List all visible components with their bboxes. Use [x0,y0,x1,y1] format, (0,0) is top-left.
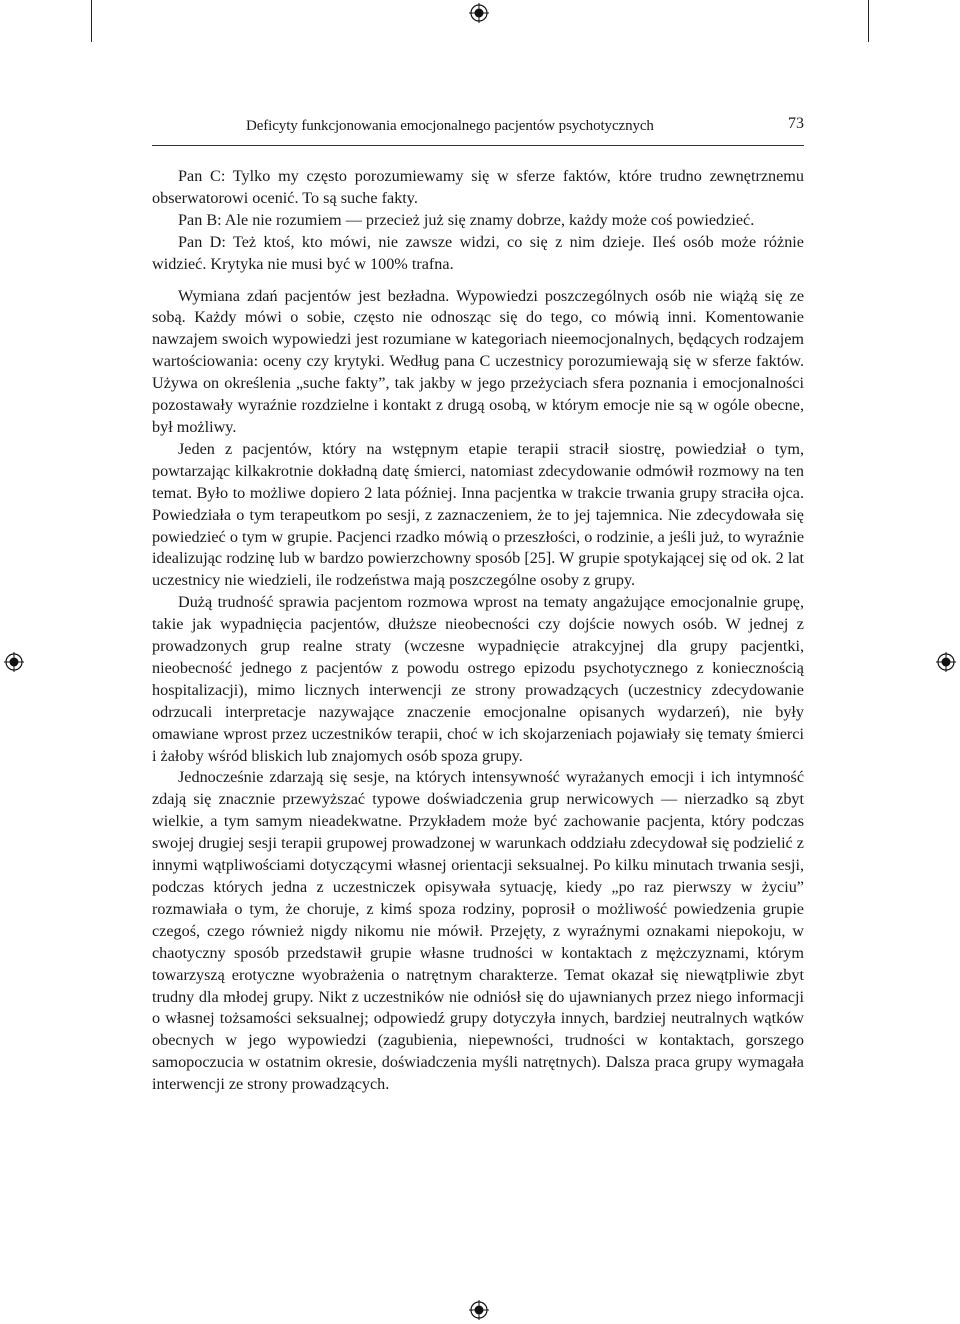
page-number: 73 [788,115,804,132]
paragraph: Wymiana zdań pacjentów jest bezładna. Wypowiedzi poszczególnych osób nie wiążą się ze sobą. Każdy mówi o sobie, często nie odnosząc się do tego, co mówią inni. Komentowanie nawzajem swoich wypowiedzi jest rozumiane w kategoriach nieemocjonalnych, będących rodzajem wartościowania: oceny czy krytyki. Według pana C uczestnicy porozumiewają się w sferze faktów. Używa on określenia „suche fakty”, tak jakby w jego przeżyciach sfera poznania i emocjonalności pozostawały wyraźnie rozdzielne i kontakt z drugą osobą, w którym emocje nie są w ogóle obecne, był możliwy. [152,286,804,436]
registration-mark-bottom-icon [469,1300,489,1320]
paragraph: Pan D: Też ktoś, kto mówi, nie zawsze widzi, co się z nim dzieje. Ileś osób może różnie widzieć. Krytyka nie musi być w 100% trafna. [152,232,804,273]
header-rule [152,145,804,146]
registration-mark-top-icon [469,3,489,23]
page-header [152,112,804,144]
paragraph: Dużą trudność sprawia pacjentom rozmowa wprost na tematy angażujące emocjonalnie grupę, takie jak wypadnięcia pacjentów, dłuższe nieobecności czy dojście nowych osób. W jednej z prowadzonych grup realne straty (wczesne wypadnięcie atrakcyjnej dla grupy pacjentki, nieobecność jednego z pacjentów z powodu ostrego epizodu psychotycznego z koniecznością hospitalizacji), mimo licznych interwencji ze strony prowadzących (uczestnicy zdecydowanie odrzucali interpretacje nazywające znaczenie emocjonalne opisanych wydarzeń), nie były omawiane wprost przez uczestników terapii, choć w ich skojarzeniach pojawiały się tematy śmierci i żałoby wśród bliskich lub znajomych osób spoza grupy. [152,593,804,765]
body-text [152,166,804,1096]
registration-mark-right-icon [936,652,956,672]
running-head: Deficyty funkcjonowania emocjonalnego pacjentów psychotycznych [246,118,654,134]
paragraph: Jeden z pacjentów, który na wstępnym etapie terapii stracił siostrę, powiedział o tym, powtarzając kilkakrotnie dokładną datę śmierci, natomiast zdecydowanie odmówił rozmowy na ten temat. Było to możliwe dopiero 2 lata później. Inna pacjentka w trakcie trwania grupy straciła ojca. Powiedziała o tym terapeutkom po sesji, z zaznaczeniem, że to jej tajemnica. Nie zdecydowała się powiedzieć o tym w grupie. Pacjenci rzadko mówią o przeszłości, o rodzinie, a jeśli już, to wyraźnie idealizując rodzinę lub w bardzo powierzchowny sposób [25]. W grupie spotykającej się od ok. 2 lat uczestnicy nie wiedzieli, ile rodzeństwa mają poszczególne osoby z grupy. [152,439,804,590]
paragraph: Jednocześnie zdarzają się sesje, na których intensywność wyrażanych emocji i ich intymność zdają się znacznie przewyższać typowe doświadczenia grup nerwicowych — nierzadko są zbyt wielkie, a tym samym nieadekwatne. Przykładem może być zachowanie pacjenta, który podczas swojej drugiej sesji terapii grupowej prowadzonej w warunkach oddziału zdecydował się podzielić z innymi wątpliwościami dotyczącymi własnej orientacji seksualnej. Po kilku minutach trwania sesji, podczas których jedna z uczestniczek opisywała sytuację, kiedy „po raz pierwszy w życiu” rozmawiała o tym, że choruje, z kimś spoza rodziny, poprosił o możliwość powiedzenia grupie czegoś, czego również nigdy nikomu nie mówił. Przejęty, z wyraźnymi oznakami niepokoju, w chaotyczny sposób przedstawił grupie własne trudności w kontaktach z mężczyznami, którym towarzyszą erotyczne wyobrażenia o natrętnym charakterze. Temat okazał się niewątpliwie zbyt trudny dla młodej grupy. Nikt z uczestników nie odniósł się do ujawnianych przez niego informacji o własnej tożsamości seksualnej; odpowiedź grupy dotyczyła innych, bardziej neutralnych wątków obecnych w jego wypowiedzi (zagubienia, niepewności, trudności w kontaktach, gorszego samopoczucia w ostatnim okresie, doświadczenia myśli natrętnych). Dalsza praca grupy wymagała interwencji ze strony prowadzących. [152,768,804,1094]
registration-mark-left-icon [4,652,24,672]
crop-mark-top-right [868,0,869,42]
paragraph: Pan C: Tylko my często porozumiewamy się w sferze faktów, które trudno zewnętrznemu obserwatorowi ocenić. To są suche fakty. [152,167,804,207]
paragraph: Pan B: Ale nie rozumiem — przecież już się znamy dobrze, każdy może coś powiedzieć. [178,210,755,229]
crop-mark-top-left [91,0,92,42]
